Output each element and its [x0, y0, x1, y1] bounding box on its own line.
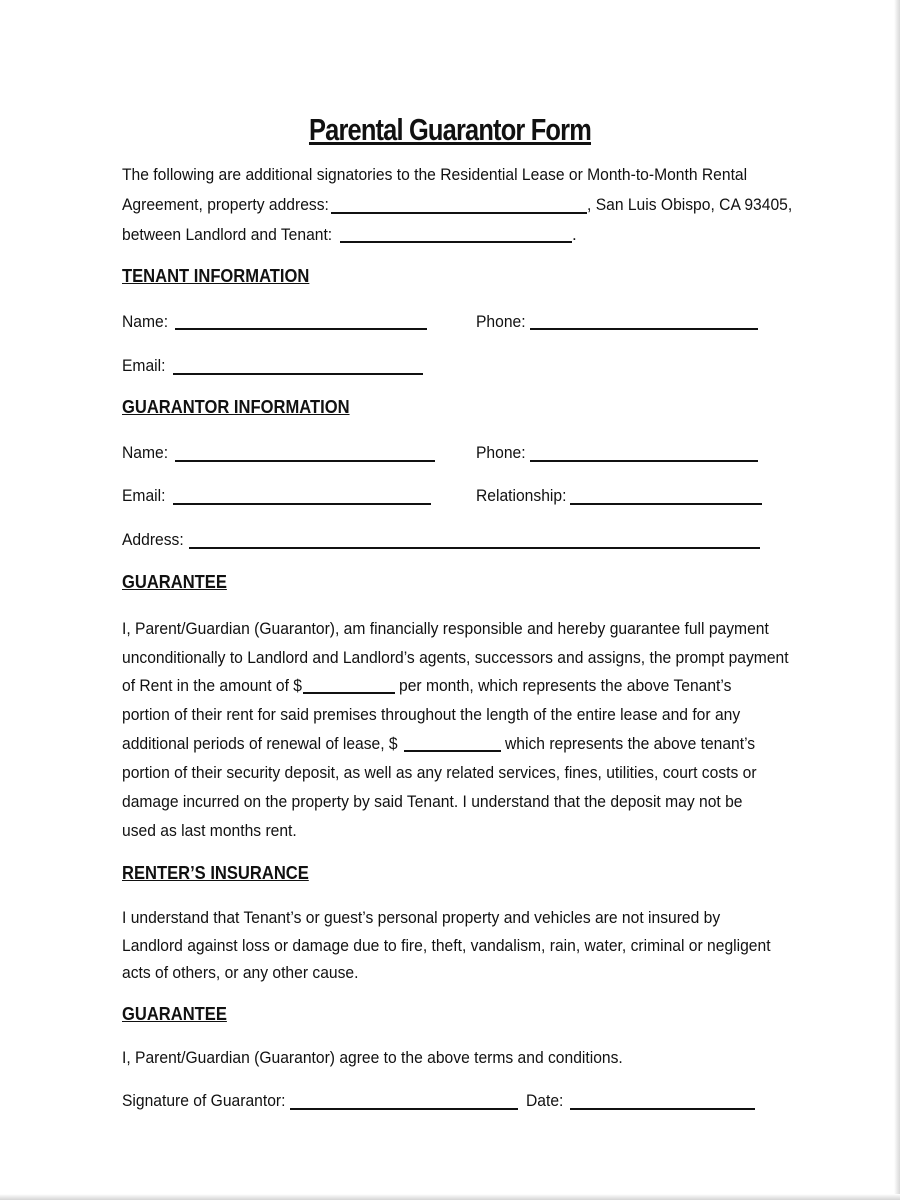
date-label: Date:: [526, 1091, 564, 1110]
guarantor-phone-label: Phone:: [476, 443, 526, 462]
property-address-field[interactable]: [331, 212, 587, 214]
relationship-label: Relationship:: [476, 486, 567, 505]
signature-label: Signature of Guarantor:: [122, 1091, 286, 1110]
guarantee-line-3-suffix: per month, which represents the above Tenant’s: [399, 676, 732, 695]
rent-amount-field[interactable]: [303, 692, 395, 694]
agreement-heading: GUARANTEE: [122, 1004, 227, 1024]
guarantor-address-field[interactable]: [189, 547, 760, 549]
insurance-line-3: acts of others, or any other cause.: [122, 963, 359, 982]
tenant-email-label: Email:: [122, 356, 166, 375]
guarantor-email-label: Email:: [122, 486, 166, 505]
date-field[interactable]: [570, 1108, 755, 1110]
guarantor-name-field[interactable]: [175, 460, 435, 462]
guarantor-info-heading: GUARANTOR INFORMATION: [122, 397, 350, 417]
landlord-tenant-field[interactable]: [340, 241, 572, 243]
guarantee-line-4: portion of their rent for said premises throughout the length of the entire lease and for any: [122, 705, 741, 724]
guarantee-line-5-suffix: which represents the above tenant’s: [505, 734, 756, 753]
tenant-phone-field[interactable]: [530, 328, 758, 330]
page-title: Parental Guarantor Form: [308, 112, 592, 147]
page-edge-shadow: [894, 0, 900, 1200]
guarantee-line-5-label: additional periods of renewal of lease, $: [122, 734, 398, 753]
signature-field[interactable]: [290, 1108, 518, 1110]
insurance-heading: RENTER’S INSURANCE: [122, 863, 309, 883]
intro-line-2-suffix: , San Luis Obispo, CA 93405,: [587, 195, 793, 214]
insurance-line-2: Landlord against loss or damage due to fire, theft, vandalism, rain, water, criminal or negligent: [122, 936, 771, 955]
intro-line-3-suffix: .: [572, 225, 577, 244]
tenant-email-field[interactable]: [173, 373, 423, 375]
page-bottom-shadow: [0, 1194, 900, 1200]
guarantor-address-label: Address:: [122, 530, 184, 549]
intro-line-2-label: Agreement, property address:: [122, 195, 329, 214]
guarantor-phone-field[interactable]: [530, 460, 758, 462]
guarantee-line-1: I, Parent/Guardian (Guarantor), am financially responsible and hereby guarantee full payment: [122, 619, 769, 638]
agreement-statement: I, Parent/Guardian (Guarantor) agree to the above terms and conditions.: [122, 1048, 623, 1067]
guarantee-line-6: portion of their security deposit, as well as any related services, fines, utilities, court costs or: [122, 763, 757, 782]
tenant-phone-label: Phone:: [476, 312, 526, 331]
tenant-info-heading: TENANT INFORMATION: [122, 266, 310, 286]
guarantor-name-label: Name:: [122, 443, 169, 462]
guarantor-email-field[interactable]: [173, 503, 431, 505]
guarantee-heading: GUARANTEE: [122, 572, 227, 592]
insurance-line-1: I understand that Tenant’s or guest’s personal property and vehicles are not insured by: [122, 908, 721, 927]
tenant-name-field[interactable]: [175, 328, 427, 330]
relationship-field[interactable]: [570, 503, 762, 505]
guarantee-line-8: used as last months rent.: [122, 821, 297, 840]
tenant-name-label: Name:: [122, 312, 169, 331]
intro-line-3-label: between Landlord and Tenant:: [122, 225, 333, 244]
guarantee-line-3-label: of Rent in the amount of $: [122, 676, 302, 695]
deposit-amount-field[interactable]: [404, 750, 501, 752]
guarantee-line-2: unconditionally to Landlord and Landlord’s agents, successors and assigns, the prompt payment: [122, 648, 789, 667]
intro-line-1: The following are additional signatories to the Residential Lease or Month-to-Month Rental: [122, 165, 748, 184]
guarantee-line-7: damage incurred on the property by said Tenant. I understand that the deposit may not be: [122, 792, 743, 811]
